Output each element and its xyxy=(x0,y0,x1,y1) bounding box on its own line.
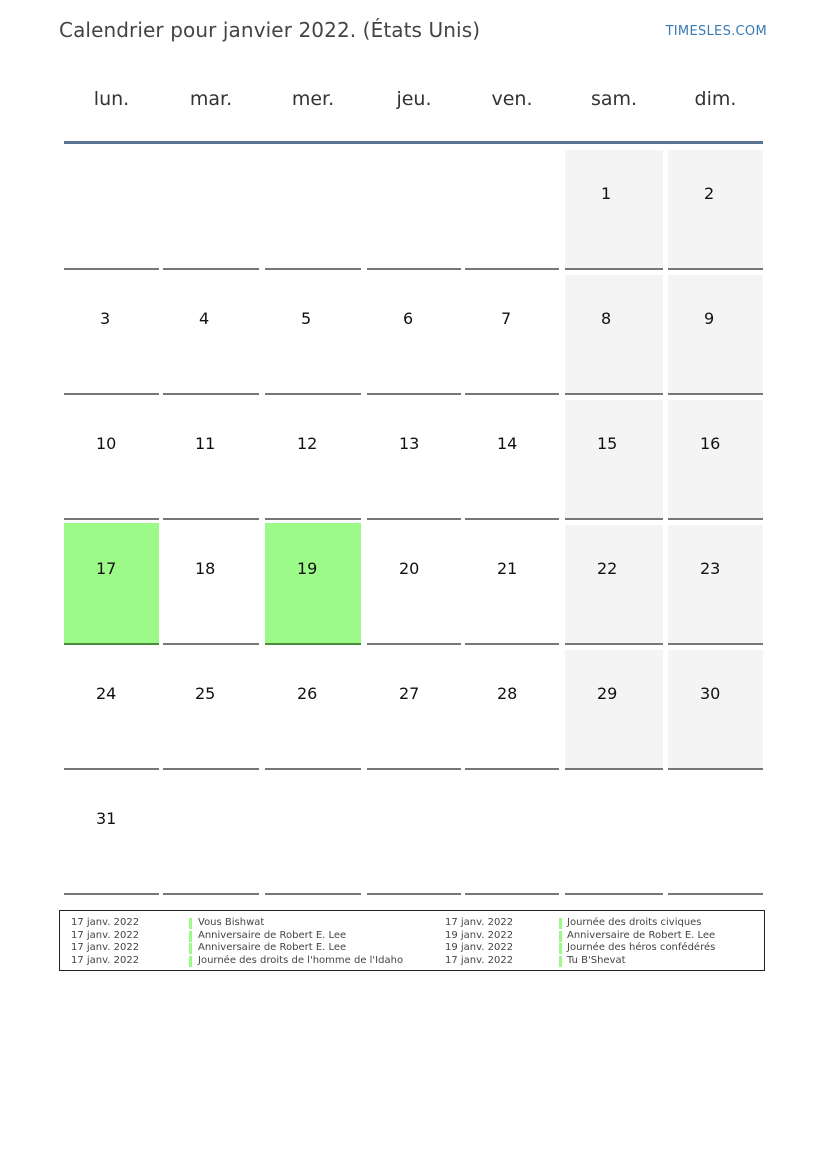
day-number: 20 xyxy=(399,559,420,578)
legend-marker xyxy=(559,918,562,929)
day-number: 23 xyxy=(700,559,721,578)
day-number: 6 xyxy=(403,309,414,328)
day-cell-19[interactable] xyxy=(265,523,361,645)
day-cell-empty xyxy=(367,150,461,270)
day-cell-empty xyxy=(367,775,461,895)
cell-divider xyxy=(668,518,763,520)
day-cell-9[interactable] xyxy=(668,275,763,395)
day-cell-empty xyxy=(163,775,259,895)
cell-divider xyxy=(64,393,159,395)
day-cell-8[interactable] xyxy=(565,275,663,395)
day-number: 19 xyxy=(297,559,318,578)
day-cell-12[interactable] xyxy=(265,400,361,520)
day-number: 31 xyxy=(96,809,117,828)
day-number: 12 xyxy=(297,434,318,453)
day-cell-4[interactable] xyxy=(163,275,259,395)
cell-divider xyxy=(565,393,663,395)
day-number: 26 xyxy=(297,684,318,703)
weekday-label: mar. xyxy=(189,88,233,110)
legend-holiday-name: Anniversaire de Robert E. Lee xyxy=(198,942,347,953)
day-number: 24 xyxy=(96,684,117,703)
day-cell-26[interactable] xyxy=(265,650,361,770)
day-cell-empty xyxy=(64,150,159,270)
legend-marker xyxy=(559,931,562,942)
day-cell-23[interactable] xyxy=(668,525,763,645)
cell-divider xyxy=(163,268,259,270)
cell-divider xyxy=(64,518,159,520)
day-cell-6[interactable] xyxy=(367,275,461,395)
cell-divider xyxy=(565,268,663,270)
legend-holiday-name: Tu B'Shevat xyxy=(567,954,626,966)
day-number: 11 xyxy=(195,434,216,453)
day-cell-empty xyxy=(465,775,559,895)
day-cell-18[interactable] xyxy=(163,525,259,645)
cell-divider xyxy=(367,768,461,770)
cell-divider xyxy=(367,643,461,645)
day-number: 17 xyxy=(96,559,117,578)
weekday-label: mer. xyxy=(291,88,335,110)
cell-divider xyxy=(265,268,361,270)
cell-divider xyxy=(265,643,361,645)
day-number: 10 xyxy=(96,434,117,453)
cell-divider xyxy=(465,393,559,395)
day-cell-3[interactable] xyxy=(64,275,159,395)
cell-divider xyxy=(64,893,159,895)
day-cell-empty xyxy=(163,150,259,270)
day-number: 21 xyxy=(497,559,518,578)
day-cell-17[interactable] xyxy=(64,523,159,645)
cell-divider xyxy=(668,893,763,895)
legend-marker xyxy=(189,931,192,942)
day-number: 8 xyxy=(601,309,612,328)
cell-divider xyxy=(265,518,361,520)
day-cell-empty xyxy=(668,775,763,895)
cell-divider xyxy=(163,393,259,395)
weekday-label: dim. xyxy=(694,88,737,110)
cell-divider xyxy=(265,768,361,770)
legend-marker xyxy=(189,956,192,967)
day-number: 7 xyxy=(501,309,512,328)
cell-divider xyxy=(565,768,663,770)
day-number: 28 xyxy=(497,684,518,703)
day-number: 13 xyxy=(399,434,420,453)
cell-divider xyxy=(64,643,159,645)
legend-holiday-name: Anniversaire de Robert E. Lee xyxy=(567,929,716,941)
legend-marker xyxy=(559,956,562,967)
cell-divider xyxy=(367,893,461,895)
day-cell-31[interactable] xyxy=(64,775,159,895)
legend-date: 19 janv. 2022 xyxy=(445,942,514,953)
day-cell-29[interactable] xyxy=(565,650,663,770)
page-title: Calendrier pour janvier 2022. (États Unis) xyxy=(59,18,481,42)
weekday-label: sam. xyxy=(590,88,638,110)
day-cell-25[interactable] xyxy=(163,650,259,770)
legend-holiday-name: Journée des droits civiques xyxy=(567,917,702,928)
holiday-legend xyxy=(59,910,765,971)
cell-divider xyxy=(64,268,159,270)
cell-divider xyxy=(565,893,663,895)
cell-divider xyxy=(668,768,763,770)
day-number: 3 xyxy=(100,309,111,328)
cell-divider xyxy=(465,268,559,270)
day-cell-empty xyxy=(565,775,663,895)
day-cell-20[interactable] xyxy=(367,525,461,645)
day-cell-11[interactable] xyxy=(163,400,259,520)
day-cell-7[interactable] xyxy=(465,275,559,395)
cell-divider xyxy=(265,393,361,395)
legend-date: 19 janv. 2022 xyxy=(445,929,514,941)
day-number: 2 xyxy=(704,184,715,203)
day-cell-10[interactable] xyxy=(64,400,159,520)
legend-date: 17 janv. 2022 xyxy=(71,929,140,941)
day-number: 4 xyxy=(199,309,210,328)
day-number: 29 xyxy=(597,684,618,703)
day-number: 30 xyxy=(700,684,721,703)
brand-link[interactable]: TIMESLES.COM xyxy=(665,24,767,39)
day-number: 25 xyxy=(195,684,216,703)
day-number: 15 xyxy=(597,434,618,453)
day-cell-28[interactable] xyxy=(465,650,559,770)
day-cell-13[interactable] xyxy=(367,400,461,520)
day-cell-empty xyxy=(265,150,361,270)
legend-holiday-name: Vous Bishwat xyxy=(198,917,265,928)
day-cell-30[interactable] xyxy=(668,650,763,770)
day-cell-27[interactable] xyxy=(367,650,461,770)
cell-divider xyxy=(668,268,763,270)
cell-divider xyxy=(565,518,663,520)
day-number: 5 xyxy=(301,309,312,328)
day-number: 27 xyxy=(399,684,420,703)
day-number: 14 xyxy=(497,434,518,453)
day-number: 16 xyxy=(700,434,721,453)
day-cell-2[interactable] xyxy=(668,150,763,270)
day-number: 1 xyxy=(601,184,612,203)
day-number: 22 xyxy=(597,559,618,578)
weekday-label: jeu. xyxy=(396,88,432,110)
legend-holiday-name: Anniversaire de Robert E. Lee xyxy=(198,929,347,941)
day-cell-1[interactable] xyxy=(565,150,663,270)
legend-date: 17 janv. 2022 xyxy=(71,917,140,928)
day-cell-21[interactable] xyxy=(465,525,559,645)
cell-divider xyxy=(465,893,559,895)
cell-divider xyxy=(163,768,259,770)
day-cell-22[interactable] xyxy=(565,525,663,645)
day-cell-24[interactable] xyxy=(64,650,159,770)
day-cell-14[interactable] xyxy=(465,400,559,520)
day-cell-5[interactable] xyxy=(265,275,361,395)
header-divider xyxy=(64,141,763,144)
day-cell-16[interactable] xyxy=(668,400,763,520)
cell-divider xyxy=(668,393,763,395)
cell-divider xyxy=(367,518,461,520)
day-cell-empty xyxy=(465,150,559,270)
cell-divider xyxy=(265,893,361,895)
cell-divider xyxy=(163,893,259,895)
cell-divider xyxy=(367,393,461,395)
cell-divider xyxy=(64,768,159,770)
day-number: 9 xyxy=(704,309,715,328)
weekday-label: ven. xyxy=(491,88,533,110)
cell-divider xyxy=(668,643,763,645)
legend-holiday-name: Journée des héros confédérés xyxy=(567,942,716,953)
cell-divider xyxy=(465,518,559,520)
day-cell-15[interactable] xyxy=(565,400,663,520)
legend-holiday-name: Journée des droits de l'homme de l'Idaho xyxy=(198,954,404,966)
legend-marker xyxy=(189,943,192,954)
cell-divider xyxy=(465,768,559,770)
legend-date: 17 janv. 2022 xyxy=(71,954,140,966)
legend-date: 17 janv. 2022 xyxy=(445,954,514,966)
cell-divider xyxy=(367,268,461,270)
cell-divider xyxy=(163,518,259,520)
legend-date: 17 janv. 2022 xyxy=(71,942,140,953)
day-number: 18 xyxy=(195,559,216,578)
cell-divider xyxy=(465,643,559,645)
legend-marker xyxy=(189,918,192,929)
cell-divider xyxy=(565,643,663,645)
legend-date: 17 janv. 2022 xyxy=(445,917,514,928)
weekday-header xyxy=(64,88,763,118)
cell-divider xyxy=(163,643,259,645)
weekday-label: lun. xyxy=(93,88,130,110)
day-cell-empty xyxy=(265,775,361,895)
legend-marker xyxy=(559,943,562,954)
